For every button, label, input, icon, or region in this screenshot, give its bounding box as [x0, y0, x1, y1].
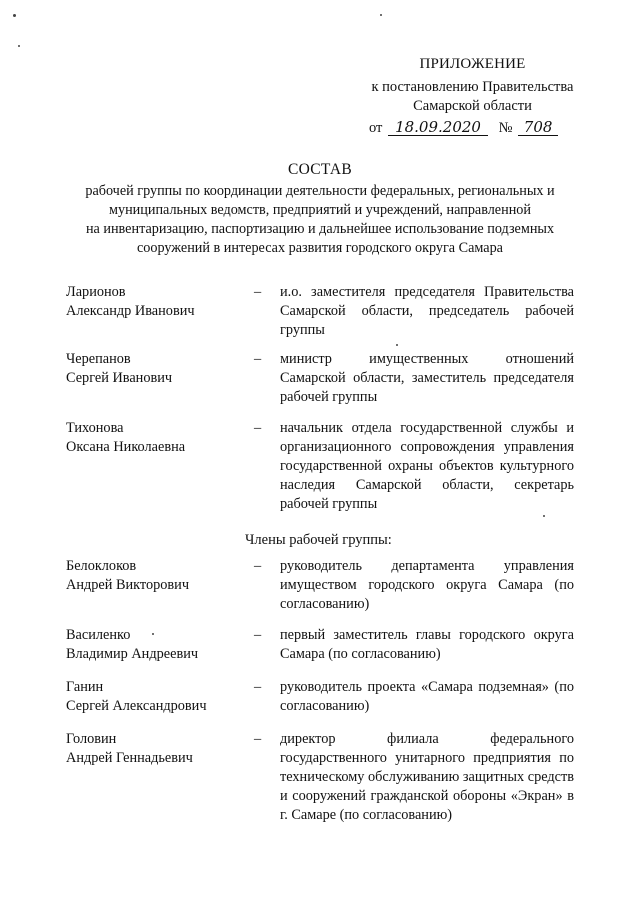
- members-heading: Члены рабочей группы:: [245, 532, 392, 548]
- appendix-header: [360, 55, 585, 139]
- scan-speck: [13, 14, 16, 17]
- scan-speck: [18, 45, 20, 47]
- dash-separator: –: [254, 627, 262, 643]
- dash-separator: –: [254, 731, 262, 747]
- person-surname: Белоклоков: [66, 558, 137, 574]
- document-title-block: [60, 160, 580, 258]
- title-line-2: муниципальных ведомств, предприятий и учреждений, направленной: [109, 202, 531, 218]
- document-title: СОСТАВ: [287, 161, 353, 178]
- person-given-names: Оксана Николаевна: [66, 439, 186, 455]
- person-surname: Черепанов: [66, 351, 131, 367]
- dash-separator: –: [254, 351, 262, 367]
- person-role: начальник отдела государственной службы и организационного сопровождения управления государственной охраны объектов культурного наследия Самарской области, секретарь рабочей группы: [280, 420, 574, 512]
- person-role: директор филиала федерального государственного унитарного предприятия по техническому обслуживанию защитных средств и сооружений гражданской обороны «Экран» в г. Самаре (по согласованию): [280, 731, 574, 823]
- person-given-names: Сергей Александрович: [66, 698, 207, 714]
- person-role: министр имущественных отношений Самарской области, заместитель председателя рабочей группы: [280, 351, 574, 405]
- title-line-4: сооружений в интересах развития городского округа Самара: [137, 240, 503, 256]
- scan-speck: [543, 515, 545, 517]
- date-prefix: от: [369, 120, 383, 136]
- person-surname: Головин: [66, 731, 117, 747]
- person-given-names: Андрей Викторович: [66, 577, 190, 593]
- person-name: [66, 557, 246, 595]
- handwritten-date: 18.09.2020: [388, 119, 488, 136]
- number-prefix: №: [498, 120, 513, 136]
- person-name: [66, 419, 246, 457]
- appendix-line-2: Самарской области: [413, 98, 532, 114]
- person-name: [66, 626, 246, 664]
- person-role: и.о. заместителя председателя Правительства Самарской области, председатель рабочей группы: [280, 284, 574, 338]
- dash-separator: –: [254, 420, 262, 436]
- person-role: первый заместитель главы городского округа Самара (по согласованию): [280, 627, 574, 662]
- dash-separator: –: [254, 558, 262, 574]
- dash-separator: –: [254, 284, 262, 300]
- person-surname: Ларионов: [66, 284, 126, 300]
- person-surname: Ганин: [66, 679, 104, 695]
- person-name: [66, 678, 246, 716]
- person-given-names: Александр Иванович: [66, 303, 195, 319]
- handwritten-number: 708: [518, 119, 558, 136]
- person-role: руководитель департамента управления имуществом городского округа Самара (по согласованию): [280, 558, 574, 612]
- person-surname: Тихонова: [66, 420, 124, 436]
- appendix-reference: [360, 117, 585, 139]
- dash-separator: –: [254, 679, 262, 695]
- person-surname: Василенко: [66, 627, 131, 643]
- title-line-1: рабочей группы по координации деятельности федеральных, региональных и: [85, 183, 555, 199]
- person-name: [66, 283, 246, 321]
- person-name: [66, 350, 246, 388]
- title-line-3: на инвентаризацию, паспортизацию и дальнейшее использование подземных: [85, 221, 555, 237]
- person-given-names: Сергей Иванович: [66, 370, 173, 386]
- person-name: [66, 730, 246, 768]
- appendix-title: ПРИЛОЖЕНИЕ: [419, 56, 526, 72]
- person-given-names: Андрей Геннадьевич: [66, 750, 193, 766]
- person-role: руководитель проекта «Самара подземная» (по согласованию): [280, 679, 574, 714]
- person-given-names: Владимир Андреевич: [66, 646, 199, 662]
- scan-speck: [152, 633, 154, 635]
- appendix-line-1: к постановлению Правительства: [371, 79, 574, 95]
- scan-speck: [396, 344, 398, 346]
- scan-speck: [380, 14, 382, 16]
